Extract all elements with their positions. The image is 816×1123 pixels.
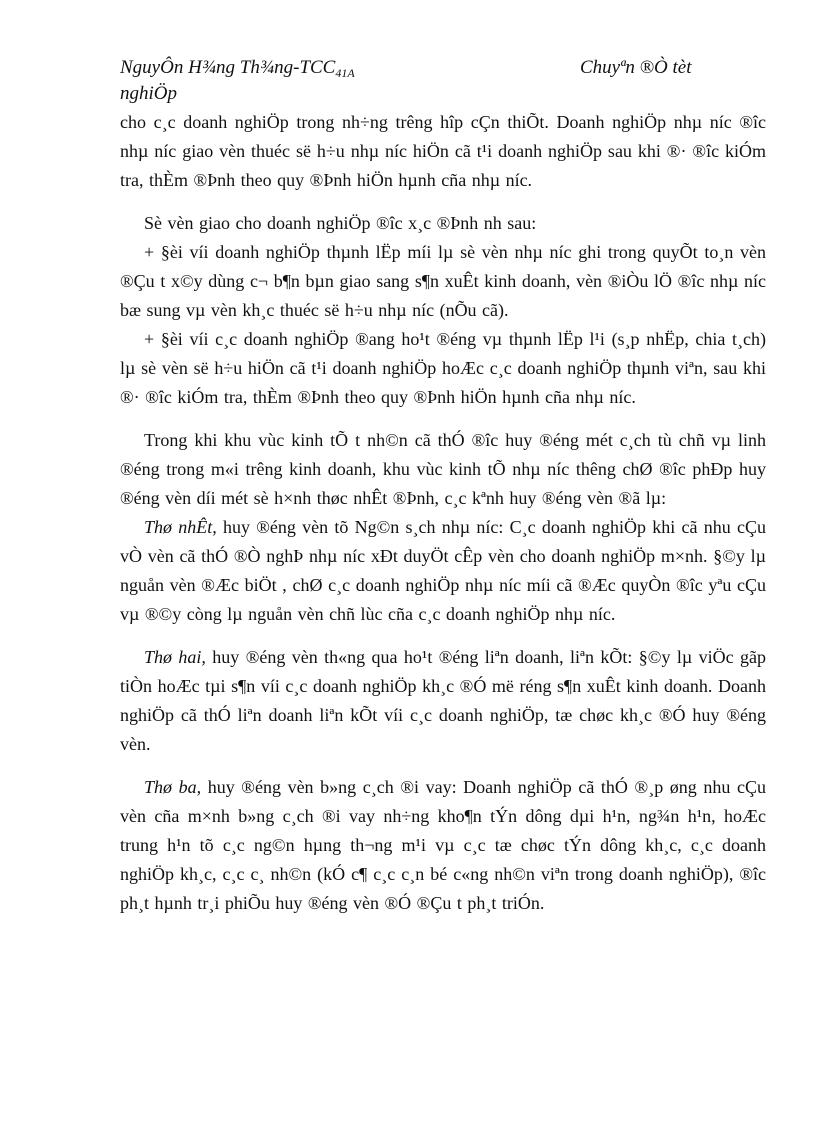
header-title-continued: nghiÖp bbox=[120, 83, 177, 104]
paragraph bbox=[120, 773, 766, 918]
header-title: Chuyªn ®Ò tèt bbox=[580, 57, 692, 78]
paragraph bbox=[120, 643, 766, 759]
paragraph-text: cho c¸c doanh nghiÖp trong nh÷ng trêng hîp cÇn thiÕt. Doanh nghiÖp nhµ níc ®îc nhµ níc giao vèn thuéc së h÷u nhµ níc hiÖn cã t¹i doanh nghiÖp sau khi ®· ®îc kiÓm tra, thÈm ®Þnh theo quy ®Þnh hiÖn hµnh cña nhµ níc. bbox=[120, 112, 766, 190]
paragraph-text: + §èi víi doanh nghiÖp thµnh lËp míi lµ sè vèn nhµ níc ghi trong quyÕt to¸n vèn ®Çu t x©y dùng c¬ b¶n bµn giao sang s¶n xuÊt kinh doanh, vèn ®iÒu lÖ ®îc nhµ níc bæ sung vµ vèn kh¸c thuéc së h÷u nhµ níc (nÕu cã). bbox=[120, 242, 766, 320]
paragraph bbox=[120, 238, 766, 325]
paragraph-lead: Thø nhÊt, bbox=[144, 517, 217, 537]
paragraph bbox=[120, 426, 766, 513]
paragraph bbox=[120, 209, 766, 238]
paragraph-text: Trong khi khu vùc kinh tÕ t nh©n cã thÓ ®îc huy ®éng mét c¸ch tù chñ vµ linh ®éng trong m«i trêng kinh doanh, khu vùc kinh tÕ nhµ níc thêng chØ ®îc phÐp huy ®éng vèn díi mét sè h×nh thøc nhÊt ®Þnh, c¸c kªnh huy ®éng vèn ®ã lµ: bbox=[120, 430, 766, 508]
header-author-text: NguyÔn H¾ng Th¾ng-TCC bbox=[120, 57, 336, 78]
paragraph-lead: Thø hai, bbox=[144, 647, 206, 667]
paragraph-text: huy ®éng vèn th«ng qua ho¹t ®éng liªn doanh, liªn kÕt: §©y lµ viÖc gãp tiÒn hoÆc tµi s¶n víi c¸c doanh nghiÖp kh¸c ®Ó më réng s¶n xuÊt kinh doanh. Doanh nghiÖp cã thÓ liªn doanh liªn kÕt víi c¸c doanh nghiÖp, tæ chøc kh¸c ®Ó huy ®éng vèn. bbox=[120, 647, 766, 754]
paragraph-lead: Thø ba, bbox=[144, 777, 202, 797]
paragraph-text: huy ®éng vèn tõ Ng©n s¸ch nhµ níc: C¸c doanh nghiÖp khi cã nhu cÇu vÒ vèn cã thÓ ®Ò nghÞ nhµ níc xÐt duyÖt cÊp vèn cho doanh nghiÖp m×nh. §©y lµ nguån vèn ®Æc biÖt , chØ c¸c doanh nghiÖp nhµ níc míi cã ®Æc quyÒn ®îc yªu cÇu vµ ®©y còng lµ nguån vèn chñ lùc cña c¸c doanh nghiÖp nhµ níc. bbox=[120, 517, 766, 624]
paragraph bbox=[120, 325, 766, 412]
paragraph-text: + §èi víi c¸c doanh nghiÖp ®ang ho¹t ®éng vµ thµnh lËp l¹i (s¸p nhËp, chia t¸ch) lµ sè vèn së h÷u hiÖn cã t¹i doanh nghiÖp hoÆc c¸c doanh nghiÖp thµnh viªn, sau khi ®· ®îc kiÓm tra, thÈm ®Þnh theo quy ®Þnh hiÖn hµnh cña nhµ níc. bbox=[120, 329, 766, 407]
header-author bbox=[120, 56, 355, 85]
paragraph bbox=[120, 108, 766, 195]
paragraph bbox=[120, 513, 766, 629]
page-header bbox=[120, 56, 720, 106]
paragraph-text: huy ®éng vèn b»ng c¸ch ®i vay: Doanh nghiÖp cã thÓ ®¸p øng nhu cÇu vèn cña m×nh b»ng c¸ch ®i vay nh÷ng kho¶n tÝn dông dµi h¹n, ng¾n h¹n, hoÆc trung h¹n tõ c¸c ng©n hµng th¬ng m¹i vµ c¸c tæ chøc tÝn dông kh¸c, c¸c doanh nghiÖp kh¸c, c¸c c¸ nh©n (kÓ c¶ c¸c c¸n bé c«ng nh©n viªn trong doanh nghiÖp), ®îc ph¸t hµnh tr¸i phiÕu huy ®éng vèn ®Ó ®Çu t ph¸t triÓn. bbox=[120, 777, 766, 913]
paragraph-text: Sè vèn giao cho doanh nghiÖp ®îc x¸c ®Þnh nh sau: bbox=[144, 213, 537, 233]
header-author-subscript: 41A bbox=[335, 66, 355, 80]
body-text bbox=[120, 108, 766, 918]
